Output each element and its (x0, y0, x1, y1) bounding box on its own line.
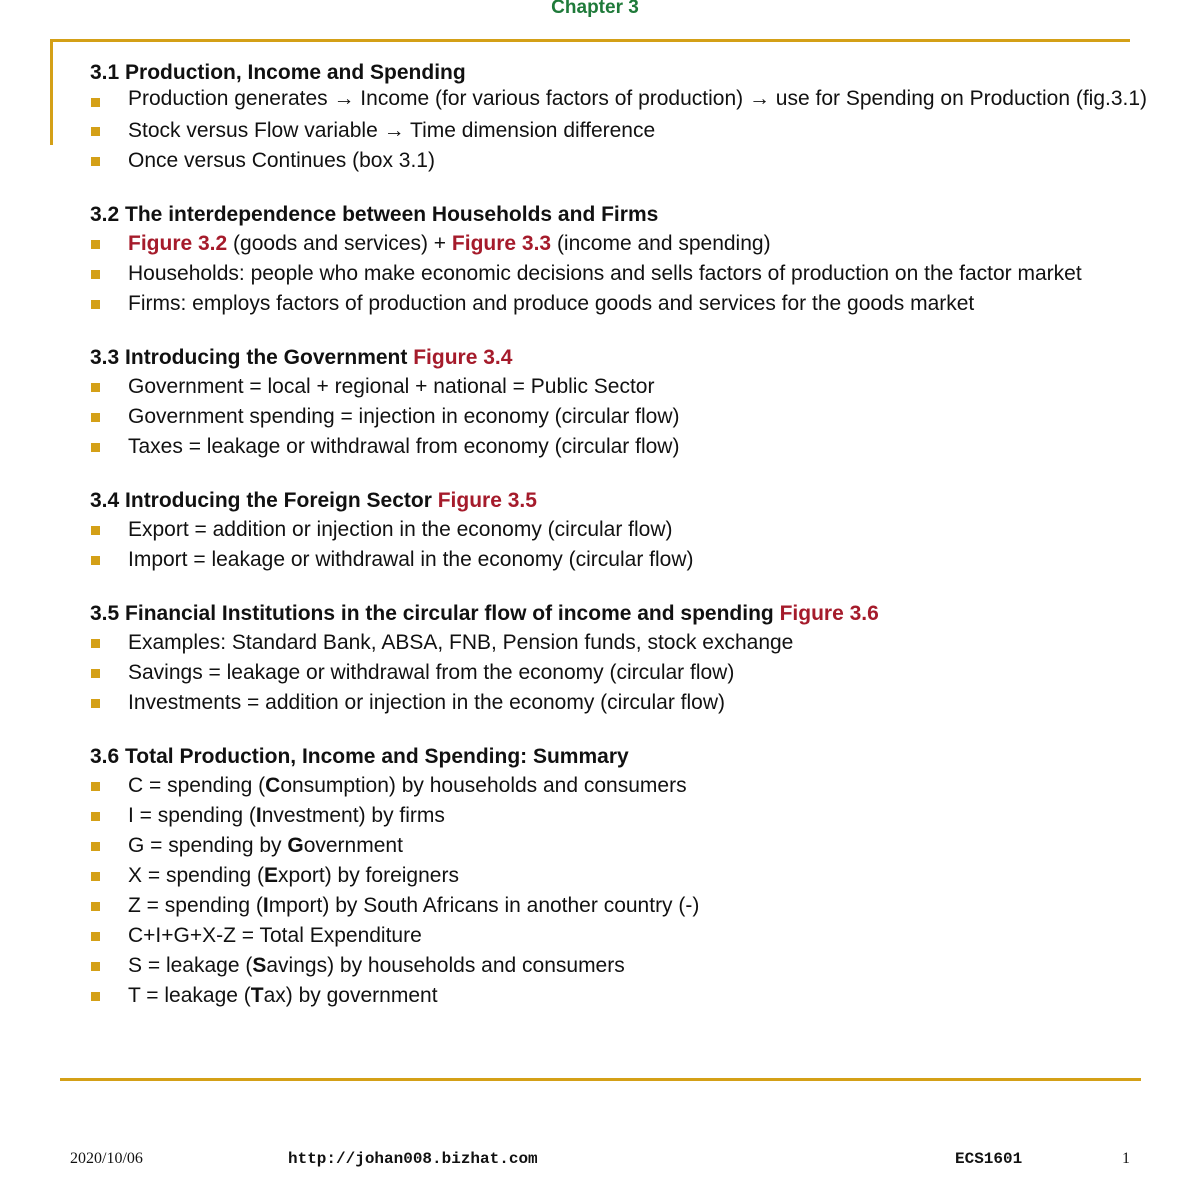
left-divider (50, 39, 53, 145)
bullet-text: avings) by households and consumers (266, 954, 625, 977)
square-bullet-icon (91, 699, 100, 708)
list-item (90, 515, 1180, 545)
figure-reference: Figure 3.6 (779, 602, 879, 625)
bullet-text: Examples: Standard Bank, ABSA, FNB, Pension funds, stock exchange (128, 631, 794, 654)
list-item (90, 87, 1180, 116)
bullet-list (90, 515, 1180, 575)
list-item (90, 432, 1180, 462)
bullet-text: C+I+G+X-Z = Total Expenditure (128, 924, 422, 947)
square-bullet-icon (91, 556, 100, 565)
bold-letter: S (252, 954, 267, 977)
list-item (90, 688, 1180, 718)
bullet-text: Import = leakage or withdrawal in the economy (circular flow) (128, 548, 694, 571)
bullet-text: I = spending ( (128, 804, 256, 827)
bullet-text: G = spending by (128, 834, 288, 857)
bullet-list (90, 771, 1180, 1011)
square-bullet-icon (91, 782, 100, 791)
bullet-text: S = leakage ( (128, 954, 253, 977)
list-item (90, 116, 1180, 146)
bullet-text: Export = addition or injection in the economy (circular flow) (128, 518, 673, 541)
section-title: 3.6 Total Production, Income and Spending: Summary (90, 745, 629, 768)
section-title: 3.1 Production, Income and Spending (90, 61, 466, 84)
square-bullet-icon (91, 872, 100, 881)
list-item (90, 771, 1180, 801)
section-3-4 (90, 487, 1180, 575)
list-item (90, 402, 1180, 432)
bullet-text: Savings = leakage or withdrawal from the economy (circular flow) (128, 661, 735, 684)
figure-reference: Figure 3.2 (128, 232, 228, 255)
figure-reference: Figure 3.4 (413, 346, 513, 369)
bullet-text: Taxes = leakage or withdrawal from economy (circular flow) (128, 435, 680, 458)
footer-course-code: ECS1601 (955, 1150, 1023, 1168)
section-3-1 (90, 59, 1180, 176)
square-bullet-icon (91, 639, 100, 648)
square-bullet-icon (91, 902, 100, 911)
footer-date: 2020/10/06 (70, 1150, 143, 1167)
bullet-list (90, 628, 1180, 718)
section-3-3 (90, 344, 1180, 462)
bullet-text: C = spending ( (128, 774, 266, 797)
list-item (90, 259, 1180, 289)
notes-content (90, 59, 1180, 1036)
section-title (90, 487, 1180, 515)
list-item (90, 289, 1180, 319)
square-bullet-icon (91, 962, 100, 971)
square-bullet-icon (91, 992, 100, 1001)
bullet-text: Government = local + regional + national = Public Sector (128, 375, 655, 398)
section-3-5 (90, 600, 1180, 718)
square-bullet-icon (91, 413, 100, 422)
square-bullet-icon (91, 526, 100, 535)
list-item (90, 146, 1180, 176)
bullet-text: Firms: employs factors of production and produce goods and services for the goods market (128, 292, 975, 315)
bold-letter: C (265, 774, 281, 797)
list-item (90, 628, 1180, 658)
bullet-text: mport) by South Africans in another country (-) (268, 894, 700, 917)
square-bullet-icon (91, 932, 100, 941)
list-item (90, 545, 1180, 575)
bullet-text: onsumption) by households and consumers (280, 774, 687, 797)
bullet-text: Households: people who make economic decisions and sells factors of production on the factor market (128, 262, 1082, 285)
square-bullet-icon (91, 842, 100, 851)
top-divider (50, 39, 1130, 42)
bullet-text: xport) by foreigners (278, 864, 459, 887)
chapter-heading: Chapter 3 (551, 0, 639, 18)
figure-reference: Figure 3.3 (451, 232, 552, 255)
list-item (90, 981, 1180, 1011)
list-item (90, 921, 1180, 951)
bullet-list (90, 87, 1180, 176)
bullet-text: Z = spending ( (128, 894, 263, 917)
bold-letter: G (287, 834, 304, 857)
bullet-text: overnment (303, 834, 403, 857)
bullet-text: ax) by government (263, 984, 438, 1007)
square-bullet-icon (91, 240, 100, 249)
bullet-text: Production generates → Income (for various factors of production) → use for Spending on Production (fig.3.1) (128, 87, 1148, 110)
square-bullet-icon (91, 157, 100, 166)
bullet-text: T = leakage ( (128, 984, 251, 1007)
bottom-divider (60, 1078, 1141, 1081)
list-item (90, 951, 1180, 981)
section-title-text: 3.3 Introducing the Government (90, 346, 408, 369)
bold-letter: T (250, 984, 264, 1007)
section-title (90, 600, 1180, 628)
list-item (90, 801, 1180, 831)
list-item (90, 229, 1180, 259)
list-item (90, 861, 1180, 891)
list-item (90, 658, 1180, 688)
bullet-list (90, 229, 1180, 319)
section-3-2 (90, 201, 1180, 319)
bold-letter: I (262, 894, 269, 917)
square-bullet-icon (91, 383, 100, 392)
list-item (90, 372, 1180, 402)
list-item (90, 831, 1180, 861)
square-bullet-icon (91, 669, 100, 678)
bullet-text: nvestment) by firms (261, 804, 445, 827)
square-bullet-icon (91, 443, 100, 452)
square-bullet-icon (91, 127, 100, 136)
section-title (90, 344, 1180, 372)
list-item (90, 891, 1180, 921)
bullet-text: Investments = addition or injection in the economy (circular flow) (128, 691, 726, 714)
figure-reference: Figure 3.5 (437, 489, 537, 512)
bullet-text: Once versus Continues (box 3.1) (128, 149, 435, 172)
square-bullet-icon (91, 98, 100, 107)
bullet-text: (goods and services) + (227, 232, 452, 255)
square-bullet-icon (91, 300, 100, 309)
section-title: 3.2 The interdependence between Households and Firms (90, 203, 659, 226)
bullet-text: Government spending = injection in economy (circular flow) (128, 405, 680, 428)
section-title-text: 3.4 Introducing the Foreign Sector (90, 489, 432, 512)
bullet-text: (income and spending) (551, 232, 771, 255)
footer-url: http://johan008.bizhat.com (288, 1150, 538, 1168)
bold-letter: I (255, 804, 262, 827)
bold-letter: E (264, 864, 279, 887)
bullet-text: Stock versus Flow variable → Time dimension difference (128, 119, 656, 142)
bullet-text: X = spending ( (128, 864, 265, 887)
page-number: 1 (1122, 1150, 1130, 1167)
bullet-list (90, 372, 1180, 462)
section-3-6 (90, 743, 1180, 1011)
section-title-text: 3.5 Financial Institutions in the circular flow of income and spending (90, 602, 774, 625)
square-bullet-icon (91, 270, 100, 279)
square-bullet-icon (91, 812, 100, 821)
